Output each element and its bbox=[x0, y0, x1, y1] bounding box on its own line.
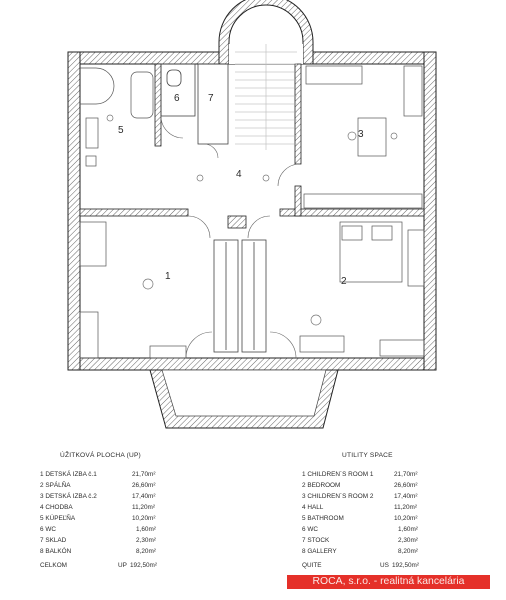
legend-en-value: 8,20m² bbox=[398, 548, 418, 555]
central-wardrobes bbox=[214, 240, 266, 352]
interior-walls bbox=[80, 64, 424, 228]
legend-sk-total bbox=[40, 562, 157, 569]
legend-sk-total-label: CELKOM bbox=[40, 562, 67, 569]
legend-sk-name: 8 BALKÓN bbox=[40, 548, 72, 555]
room-label-6: 6 bbox=[174, 93, 180, 104]
room-label-2: 2 bbox=[341, 276, 347, 287]
legend-en-value: 11,20m² bbox=[394, 504, 417, 511]
legend-sk-title: ÚŽITKOVÁ PLOCHA (UP) bbox=[60, 452, 141, 459]
wc-and-storage bbox=[161, 64, 228, 144]
room-label-5: 5 bbox=[118, 125, 124, 136]
legend-en-name: 1 CHILDREN´S ROOM 1 bbox=[302, 471, 374, 478]
legend-en-title: UTILITY SPACE bbox=[342, 452, 393, 459]
room2-furniture bbox=[300, 222, 424, 356]
legend-en-name: 3 CHILDREN´S ROOM 2 bbox=[302, 493, 374, 500]
room-label-4: 4 bbox=[236, 169, 242, 180]
legend-sk-name: 6 WC bbox=[40, 526, 56, 533]
legend-en-value: 26,60m² bbox=[394, 482, 418, 489]
door-swings bbox=[161, 116, 300, 358]
agency-banner: ROCA, s.r.o. - realitná kancelária bbox=[287, 575, 490, 589]
legend-sk-value: 17,40m² bbox=[132, 493, 156, 500]
legend-sk-value: 10,20m² bbox=[132, 515, 156, 522]
room-label-1: 1 bbox=[165, 271, 171, 282]
room1-furniture bbox=[80, 222, 186, 358]
legend-en-name: 6 WC bbox=[302, 526, 318, 533]
legend-en-name: 4 HALL bbox=[302, 504, 324, 511]
legend-en-name: 8 GALLERY bbox=[302, 548, 337, 555]
legend-en-total-code: US bbox=[380, 562, 389, 569]
legend-sk-total-code: UP bbox=[118, 562, 127, 569]
room-label-7: 7 bbox=[208, 93, 214, 104]
legend-sk-value: 1,60m² bbox=[136, 526, 156, 533]
legend-en-value: 17,40m² bbox=[394, 493, 418, 500]
legend-en-total-value: 192,50m² bbox=[392, 562, 419, 569]
legend-en-name: 2 BEDROOM bbox=[302, 482, 341, 489]
legend-sk-value: 26,60m² bbox=[132, 482, 156, 489]
legend-sk-value: 21,70m² bbox=[132, 471, 156, 478]
ceiling-lights bbox=[107, 115, 397, 325]
balcony bbox=[150, 370, 338, 428]
legend-en-name: 7 STOCK bbox=[302, 537, 330, 544]
legend-sk-name: 5 KÚPEĽŇA bbox=[40, 515, 76, 522]
legend-en-value: 21,70m² bbox=[394, 471, 418, 478]
legend-en-value: 10,20m² bbox=[394, 515, 418, 522]
legend-sk-name: 7 SKLAD bbox=[40, 537, 67, 544]
legend-en-name: 5 BATHROOM bbox=[302, 515, 344, 522]
legend-sk-total-value: 192,50m² bbox=[130, 562, 157, 569]
legend-sk-value: 11,20m² bbox=[132, 504, 155, 511]
legend-en-total-label: QUITE bbox=[302, 562, 322, 569]
legend-sk-name: 4 CHODBA bbox=[40, 504, 73, 511]
legend-en-total bbox=[302, 562, 419, 569]
legend-sk-value: 2,30m² bbox=[136, 537, 156, 544]
legend-en-value: 2,30m² bbox=[398, 537, 418, 544]
legend-en-value: 1,60m² bbox=[398, 526, 418, 533]
bathroom-fixtures bbox=[80, 68, 153, 166]
room-label-3: 3 bbox=[358, 129, 364, 140]
legend-sk-name: 1 DETSKÁ IZBA č.1 bbox=[40, 471, 97, 478]
legend-sk-value: 8,20m² bbox=[136, 548, 156, 555]
legend-sk-name: 3 DETSKÁ IZBA č.2 bbox=[40, 493, 97, 500]
legend-sk-name: 2 SPÁLŇA bbox=[40, 482, 71, 489]
